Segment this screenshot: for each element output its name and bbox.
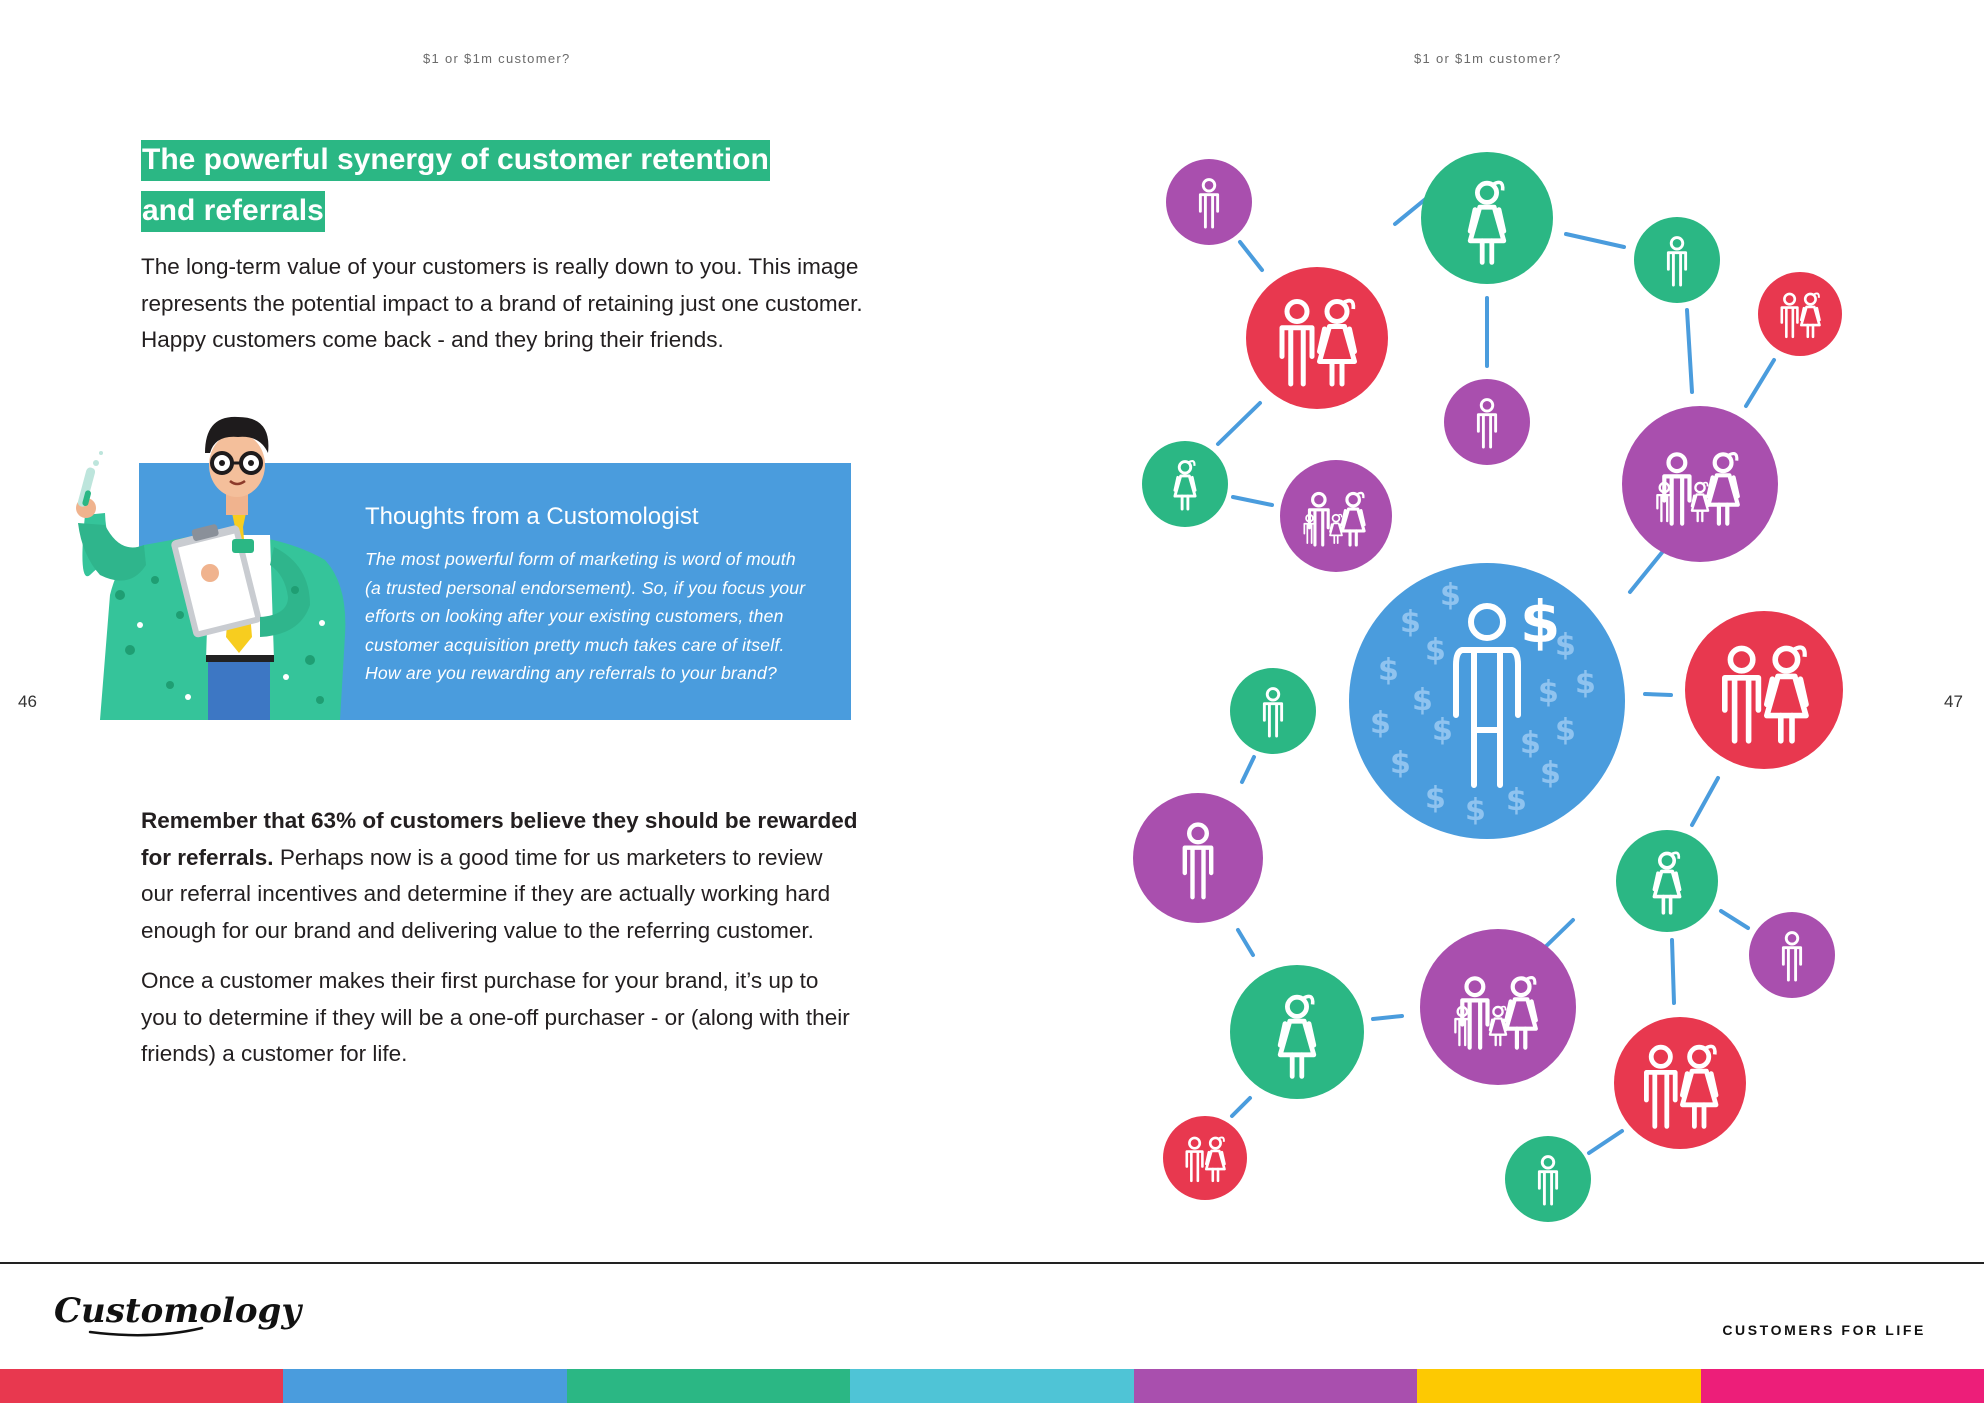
svg-text:$: $ (1425, 633, 1446, 668)
node-purple-family-left (1280, 460, 1392, 572)
svg-text:$: $ (1432, 713, 1453, 748)
svg-text:$: $ (1555, 628, 1576, 663)
stripe-pink (1701, 1369, 1984, 1403)
title-line-1: The powerful synergy of customer retention (141, 140, 770, 181)
node-purple-small-center (1444, 379, 1530, 465)
svg-text:$: $ (1465, 793, 1486, 828)
footer-rule (0, 1262, 1984, 1264)
stripe-red (0, 1369, 283, 1403)
node-purple-family-right (1622, 406, 1778, 562)
referral-network-diagram (1100, 130, 1870, 1250)
node-red-couple-small-bottom-left (1163, 1116, 1247, 1200)
running-head-left: $1 or $1m customer? (423, 51, 571, 66)
svg-text:$: $ (1370, 706, 1391, 741)
node-red-couple-left (1246, 267, 1388, 409)
node-green-small-bottom (1505, 1136, 1591, 1222)
node-purple-small-right (1749, 912, 1835, 998)
node-red-couple-bottom-right (1614, 1017, 1746, 1149)
page-number-left: 46 (18, 692, 37, 711)
node-green-woman-left (1142, 441, 1228, 527)
node-green-woman-bottom-left (1230, 965, 1364, 1099)
node-green-top (1421, 152, 1553, 284)
svg-text:$: $ (1540, 756, 1561, 791)
node-purple-small-top (1166, 159, 1252, 245)
stripe-purple (1134, 1369, 1417, 1403)
svg-text:$: $ (1506, 783, 1527, 818)
customologist-character-illustration (60, 405, 350, 723)
footer-tagline: CUSTOMERS FOR LIFE (1722, 1322, 1926, 1338)
node-purple-left (1133, 793, 1263, 923)
svg-text:$: $ (1390, 746, 1411, 781)
svg-text:$: $ (1520, 726, 1541, 761)
intro-paragraph: The long-term value of your customers is really down to you. This image represents the potential impact to a brand of retaining just one customer. Happy customers come back - and they bring their friends. (141, 254, 863, 352)
svg-text:$: $ (1575, 666, 1596, 701)
central-customer-node (1349, 563, 1625, 839)
large-dollar-sign: $ (1520, 588, 1561, 656)
svg-text:$: $ (1425, 781, 1446, 816)
stripe-blue (283, 1369, 566, 1403)
svg-text:$: $ (1400, 605, 1421, 640)
callout-title: Thoughts from a Customologist (365, 503, 699, 530)
node-green-small-left (1230, 668, 1316, 754)
running-head-right: $1 or $1m customer? (1414, 51, 1562, 66)
svg-text:$: $ (1440, 578, 1461, 613)
svg-text:$: $ (1555, 713, 1576, 748)
stripe-cyan (850, 1369, 1133, 1403)
node-green-woman-center-right (1616, 830, 1718, 932)
customology-logo (52, 1280, 302, 1340)
node-red-couple-small-topright (1758, 272, 1842, 356)
svg-text:$: $ (1538, 675, 1559, 710)
page-number-right: 47 (1944, 692, 1963, 711)
referral-paragraph: Remember that 63% of customers believe they should be rewarded for referrals. Perhaps now is a good time for us marketers to review our referral incentives and determine if they are actually working hard enough for our brand and delivering value to the referring customer. (141, 808, 858, 943)
footer-color-stripes (0, 1369, 1984, 1403)
title-line-2: and referrals (141, 191, 325, 232)
node-green-small-topright (1634, 217, 1720, 303)
callout-text: The most powerful form of marketing is word of mouth (a trusted personal endorsement). So, if you focus your efforts on looking after your existing customers, then customer acquisition pretty much takes care of itself. How are you rewarding any referrals to your brand? (365, 549, 806, 683)
node-purple-family-bottom (1420, 929, 1576, 1085)
section-title (141, 134, 901, 236)
stripe-yellow (1417, 1369, 1700, 1403)
customer-for-life-paragraph: Once a customer makes their first purchase for your brand, it’s up to you to determine if they will be a one-off purchaser - or (along with their friends) a customer for life. (141, 968, 850, 1066)
svg-text:$: $ (1412, 683, 1433, 718)
svg-text:$: $ (1378, 653, 1399, 688)
svg-text:Customology: Customology (54, 1291, 302, 1331)
stripe-green (567, 1369, 850, 1403)
node-red-couple-mid-right (1685, 611, 1843, 769)
